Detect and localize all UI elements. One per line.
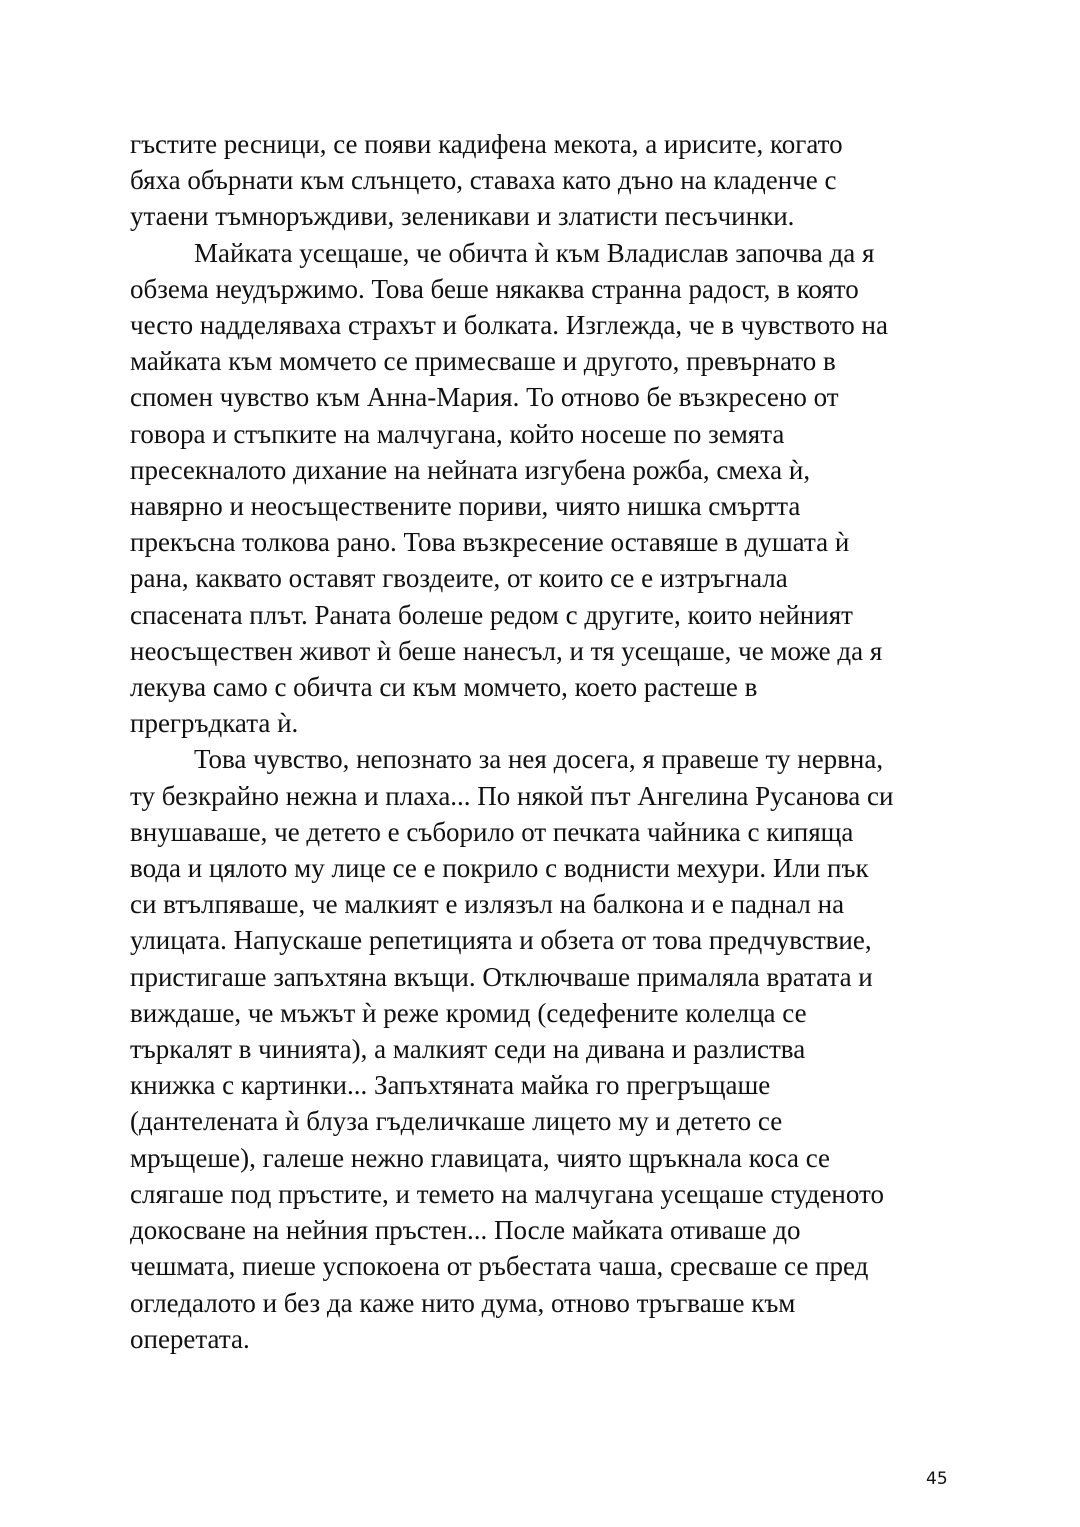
page-number: 45	[926, 1469, 948, 1489]
text-line: докосване на нейния пръстен... После майката отиваше до	[130, 1215, 801, 1246]
text-line: прекъсна толкова рано. Това възкресение оставяше в душата ѝ	[130, 527, 850, 558]
text-line: рана, каквато оставят гвоздеите, от които се е изтръгнала	[130, 563, 788, 594]
text-line: вода и цялото му лице се е покрило с воднисти мехури. Или пък	[130, 853, 869, 884]
text-line: спасената плът. Раната болеше редом с другите, които нейният	[130, 599, 853, 630]
text-line: спомен чувство към Анна-Мария. То отново бе възкресено от	[130, 382, 839, 413]
paragraph-first-line: Майката усещаше, че обичта ѝ към Владислав започва да я	[194, 237, 875, 268]
text-line: мръщеше), галеше нежно главицата, чиято щръкнала коса се	[130, 1142, 831, 1173]
text-line: майката към момчето се примесваше и другото, превърнато в	[130, 346, 836, 377]
text-line: прегръдката ѝ.	[130, 708, 299, 739]
body-text	[130, 126, 960, 1357]
text-line: бяха обърнати към слънцето, ставаха като дъно на кладенче с	[130, 165, 837, 196]
text-line: неосъществен живот ѝ беше нанесъл, и тя усещаше, че може да я	[130, 635, 883, 666]
text-line: търкалят в чинията), а малкият седи на дивана и разлиства	[130, 1034, 806, 1065]
text-line: ту безкрайно нежна и плаха... По някой път Ангелина Русанова си	[130, 780, 894, 811]
text-line: виждаше, че мъжът ѝ реже кромид (седефените колелца се	[130, 997, 807, 1028]
text-line: улицата. Напускаше репетицията и обзета от това предчувствие,	[130, 925, 872, 956]
text-line: гъстите ресници, се появи кадифена мекота, а ирисите, когато	[130, 129, 843, 159]
text-line: пристигаше запъхтяна вкъщи. Отключваше прималяла вратата и	[130, 961, 873, 992]
text-line: говора и стъпките на малчугана, който носеше по земята	[130, 418, 785, 449]
text-line: лекува само с обичта си към момчето, което растеше в	[130, 672, 758, 703]
text-line: книжка с картинки... Запъхтяната майка го прегръщаше	[130, 1070, 771, 1101]
text-line: (дантелената ѝ блуза гъделичкаше лицето му и детето се	[130, 1106, 783, 1137]
text-line: чешмата, пиеше успокоена от ръбестата чаша, сресваше се пред	[130, 1251, 869, 1282]
text-line: оперетата.	[130, 1323, 250, 1354]
text-line: огледалото и без да каже нито дума, отново тръгваше към	[130, 1287, 796, 1318]
paragraph-first-line: Това чувство, непознато за нея досега, я правеше ту нервна,	[194, 744, 884, 775]
text-line: слягаше под пръстите, и темето на малчугана усещаше студеното	[130, 1178, 884, 1209]
text-line: внушаваше, че детето е съборило от печката чайника с кипяща	[130, 816, 854, 847]
text-line: обзема неудържимо. Това беше някаква странна радост, в която	[130, 273, 859, 304]
text-line: често надделяваха страхът и болката. Изглежда, че в чувството на	[130, 310, 888, 341]
text-line: си втълпяваше, че малкият е излязъл на балкона и е паднал на	[130, 889, 845, 920]
text-line: утаени тъмноръждиви, зеленикави и златисти песъчинки.	[130, 201, 795, 232]
text-line: пресекналото дихание на нейната изгубена рожба, смеха ѝ,	[130, 454, 811, 485]
text-line: навярно и неосъществените пориви, чиято нишка смъртта	[130, 491, 801, 522]
